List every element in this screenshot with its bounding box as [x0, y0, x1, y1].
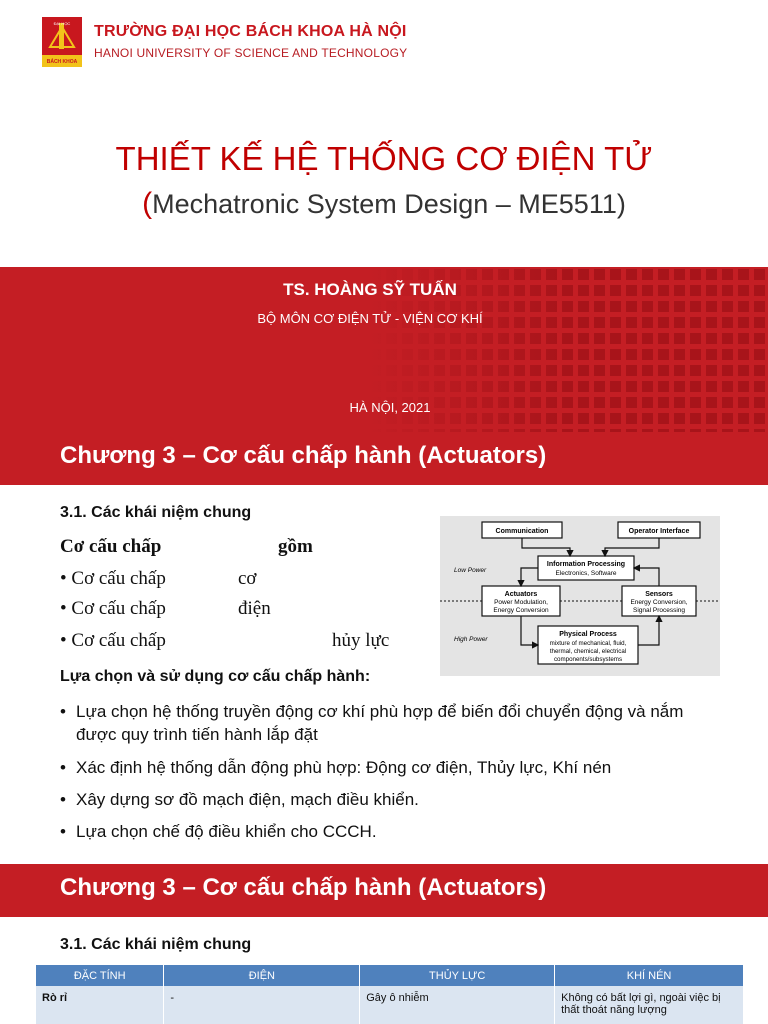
place-year: HÀ NỘI, 2021 [349, 400, 431, 415]
cell-electric: - [164, 986, 360, 1024]
sensors-box [622, 586, 696, 616]
actuators-box [482, 586, 560, 616]
physical-process-box [538, 626, 638, 664]
bullet-dot: • [60, 702, 66, 721]
university-logo-icon [42, 17, 82, 67]
header-pneumatic: KHÍ NÉN [555, 965, 744, 986]
intro-text-b: gồm [278, 536, 313, 557]
bullet-text: Lựa chọn hệ thống truyền động cơ khí phù hợp để biến đổi chuyển động và nắm được quy trình tiến hành lắp đặt [76, 702, 684, 744]
information-processing-box [538, 556, 634, 580]
bullet-dot: • [60, 758, 66, 777]
bullet-text: Xây dựng sơ đồ mạch điện, mạch điều khiển. [76, 790, 419, 809]
university-name-vn: TRƯỜNG ĐẠI HỌC BÁCH KHOA HÀ NỘI [94, 23, 407, 40]
chapter-title: Chương 3 – Cơ cấu chấp hành (Actuators) [60, 442, 547, 469]
table-row [36, 986, 744, 1024]
bullet-item [60, 820, 740, 843]
section-title: 3.1. Các khái niệm chung [60, 504, 252, 521]
operator-interface-box [618, 522, 700, 538]
actuator-type-electric-label: • Cơ cấu chấp [60, 598, 166, 619]
title-open-paren: ( [142, 187, 153, 220]
comparison-table [36, 965, 744, 1024]
header-electric: ĐIỆN [164, 965, 360, 986]
course-title-en-line [0, 187, 768, 221]
bullet-item [60, 700, 700, 746]
bullet-text: Xác định hệ thống dẫn động phù hợp: Động cơ điện, Thủy lực, Khí nén [76, 758, 612, 777]
bullet-item [60, 788, 740, 811]
low-power-label: Low Power [454, 567, 487, 574]
chapter-header-bar [0, 864, 768, 917]
title-slide [0, 0, 768, 432]
intro-text-a: Cơ cấu chấp [60, 536, 162, 557]
comparison-slide [0, 864, 768, 1024]
course-title-en: Mechatronic System Design – ME5511) [152, 189, 626, 219]
high-power-label: High Power [454, 636, 488, 643]
info-processing-label: Information Processing [546, 561, 626, 568]
bullet-item [60, 756, 740, 779]
actuator-type-mechanical-label: • Cơ cấu chấp [60, 568, 166, 589]
physical-sub2: thermal, chemical, electrical [549, 648, 627, 655]
actuator-type-hydraulic: hủy lực [332, 630, 390, 651]
actuators-sub2: Energy Conversion [493, 607, 549, 614]
mechatronic-system-diagram [440, 516, 720, 676]
section-title: 3.1. Các khái niệm chung [60, 936, 252, 953]
operator-interface-label: Operator Interface [628, 528, 690, 535]
header-property: ĐẶC TÍNH [36, 965, 164, 986]
actuators-sub1: Power Modulation, [494, 599, 548, 606]
physical-sub3: components/subsystems [553, 656, 623, 663]
sensors-sub1: Energy Conversion, [630, 599, 688, 606]
cell-hydraulic: Gây ô nhiễm [360, 986, 555, 1024]
bullet-dot: • [60, 790, 66, 809]
author-name: TS. HOÀNG SỸ TUẤN [283, 280, 457, 299]
communication-box [482, 522, 562, 538]
course-title-vn: THIẾT KẾ HỆ THỐNG CƠ ĐIỆN TỬ [115, 140, 653, 177]
sensors-sub2: Signal Processing [632, 607, 686, 614]
author-banner [0, 267, 768, 432]
logo-bottom-text: BÁCH KHOA [46, 59, 78, 65]
cell-pneumatic: Không có bất lợi gì, ngoài việc bị thất thoát năng lượng [555, 986, 744, 1024]
university-name-en: HANOI UNIVERSITY OF SCIENCE AND TECHNOLOGY [94, 46, 408, 60]
sensors-label: Sensors [645, 591, 673, 598]
actuator-type-hydraulic-label: • Cơ cấu chấp [60, 630, 166, 651]
bullet-text: Lựa chọn chế độ điều khiển cho CCCH. [76, 822, 377, 841]
cell-property: Rò rỉ [36, 986, 164, 1024]
actuator-type-mechanical: cơ [238, 568, 257, 589]
content-slide [0, 432, 768, 864]
actuator-type-electric: điện [238, 598, 271, 619]
header-hydraulic: THỦY LỰC [360, 965, 555, 986]
physical-sub1: mixture of mechanical, fluid, [549, 640, 627, 647]
bullet-dot: • [60, 822, 66, 841]
info-processing-sub: Electronics, Software [555, 570, 617, 577]
selection-subhead: Lựa chọn và sử dụng cơ cấu chấp hành: [60, 668, 371, 685]
chapter-title: Chương 3 – Cơ cấu chấp hành (Actuators) [60, 874, 547, 901]
table-header-row [36, 965, 744, 986]
department-name: BỘ MÔN CƠ ĐIỆN TỬ - VIỆN CƠ KHÍ [257, 311, 483, 326]
physical-process-label: Physical Process [559, 631, 617, 638]
communication-label: Communication [495, 528, 549, 535]
logo-top-text: ĐẠI HỌC [53, 21, 71, 26]
actuators-label: Actuators [504, 591, 538, 598]
chapter-header-bar [0, 432, 768, 485]
